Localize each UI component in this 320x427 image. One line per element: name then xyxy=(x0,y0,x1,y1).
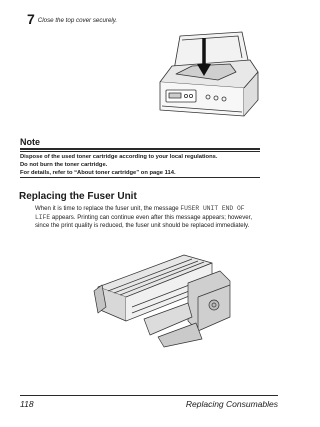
note-line: Do not burn the toner cartridge. xyxy=(20,162,108,169)
fuser-unit-illustration xyxy=(92,247,234,350)
paragraph-text: When it is time to replace the fuser unit, the message xyxy=(35,205,181,212)
section-paragraph xyxy=(35,205,263,231)
running-title: Replacing Consumables xyxy=(185,399,278,409)
paragraph-text-continued: appears. Printing can continue even after this message appears; however, since the print quality is reduced, the fuser unit should be replaced immediately. xyxy=(35,213,253,230)
note-divider-top xyxy=(20,148,260,150)
note-divider-bottom xyxy=(20,177,260,178)
note-line: For details, refer to “About toner cartridge” on page 114. xyxy=(20,170,176,177)
printer-illustration xyxy=(152,30,262,118)
footer-divider xyxy=(20,395,278,396)
step-7 xyxy=(27,11,117,29)
section-heading: Replacing the Fuser Unit xyxy=(19,191,137,202)
step-number: 7 xyxy=(27,11,35,27)
page-number: 118 xyxy=(20,399,34,409)
note-divider-top-thin xyxy=(20,151,260,152)
note-title: Note xyxy=(20,137,40,147)
note-body xyxy=(20,153,260,178)
message-code: FUSER UNIT END OF LIFE xyxy=(35,205,245,221)
note-line: Dispose of the used toner cartridge according to your local regulations. xyxy=(20,154,218,160)
step-text: Close the top cover securely. xyxy=(37,17,118,24)
